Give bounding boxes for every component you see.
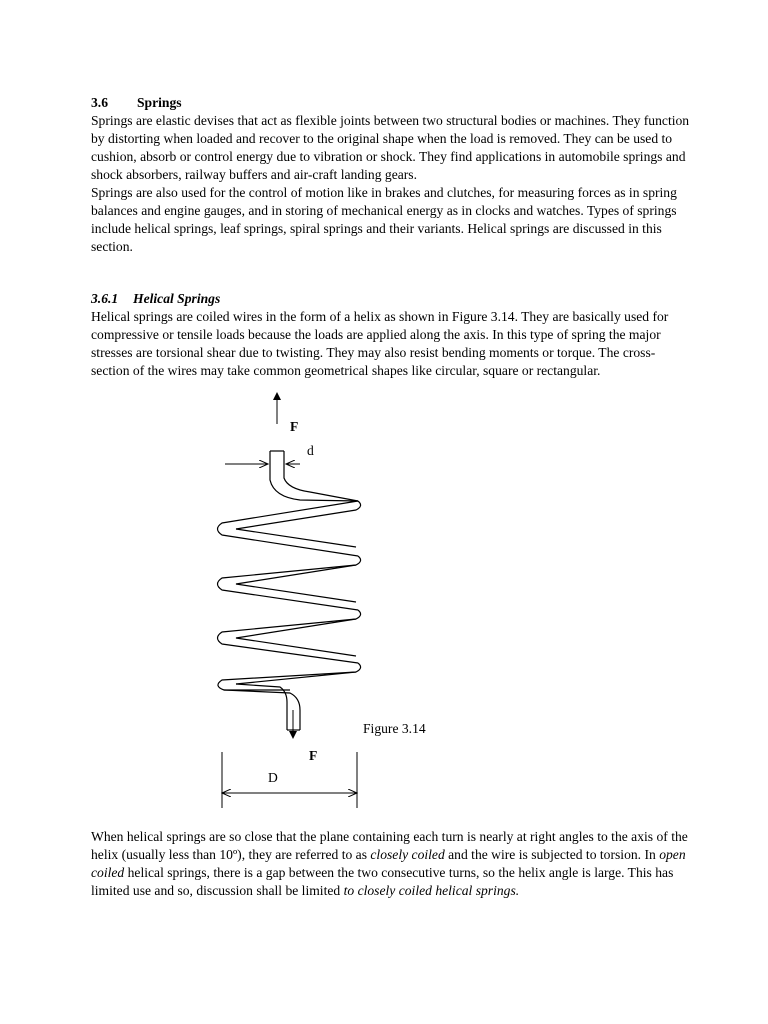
subsection-paragraph: Helical springs are coiled wires in the form of a helix as shown in Figure 3.14. They are basically used for compressive or tensile loads because the loads are applied along the axis. In this type of spring the major stresses are torsional shear due to twisting. They may also resist bending moments or torque. The cross-section of the wires may take common geometrical shapes like circular, square or rectangular. [91, 309, 669, 378]
closing-emphasis-2: open coiled [91, 847, 686, 880]
wire-diameter-label: d [307, 443, 314, 458]
top-force-label: F [290, 419, 299, 434]
closing-paragraph [91, 828, 691, 900]
section-title: Springs [137, 95, 182, 110]
spring-coils [218, 501, 361, 690]
closing-body [91, 828, 691, 900]
section-paragraph-1: Springs are elastic devises that act as flexible joints between two structural bodies or machines. They function by distorting when loaded and recover to the original shape when the load is removed. They can be used to cushion, absorb or control energy due to vibration or shock. They find applications in automobile springs and shock absorbers, railway buffers and air-craft landing gears. [91, 113, 690, 182]
closing-emphasis-1: closely coiled [370, 847, 445, 862]
closing-text-1: When helical springs are so close that the plane containing each turn is nearly at right angles to the axis of the helix (usually less than 10º), they are referred to as [91, 829, 688, 862]
figure-caption: Figure 3.14 [363, 721, 426, 736]
spring-top-end-inner [284, 451, 358, 501]
section-number: 3.6 [91, 95, 108, 110]
closing-text-2: and the wire is subjected to torsion. In [444, 847, 660, 862]
subsection-title: Helical Springs [133, 291, 221, 306]
closing-text-3: helical springs, there is a gap between the two consecutive turns, so the helix angle is large. This has limited use and so, discussion shall be limited [91, 865, 674, 898]
subsection-number: 3.6.1 [91, 291, 119, 306]
closing-emphasis-3: to closely coiled helical springs. [343, 883, 520, 898]
spring-top-end-outer [270, 451, 358, 501]
section-paragraph-2: Springs are also used for the control of motion like in brakes and clutches, for measuring forces as in spring balances and engine gauges, and in storing of mechanical energy as in clocks and watches. Types of springs include helical springs, leaf springs, spiral springs and their variants. Helical springs are discussed in this section. [91, 185, 677, 254]
spring-bottom-end-outer [224, 690, 300, 730]
coil-diameter-label: D [268, 770, 278, 785]
bottom-force-label: F [309, 748, 318, 763]
